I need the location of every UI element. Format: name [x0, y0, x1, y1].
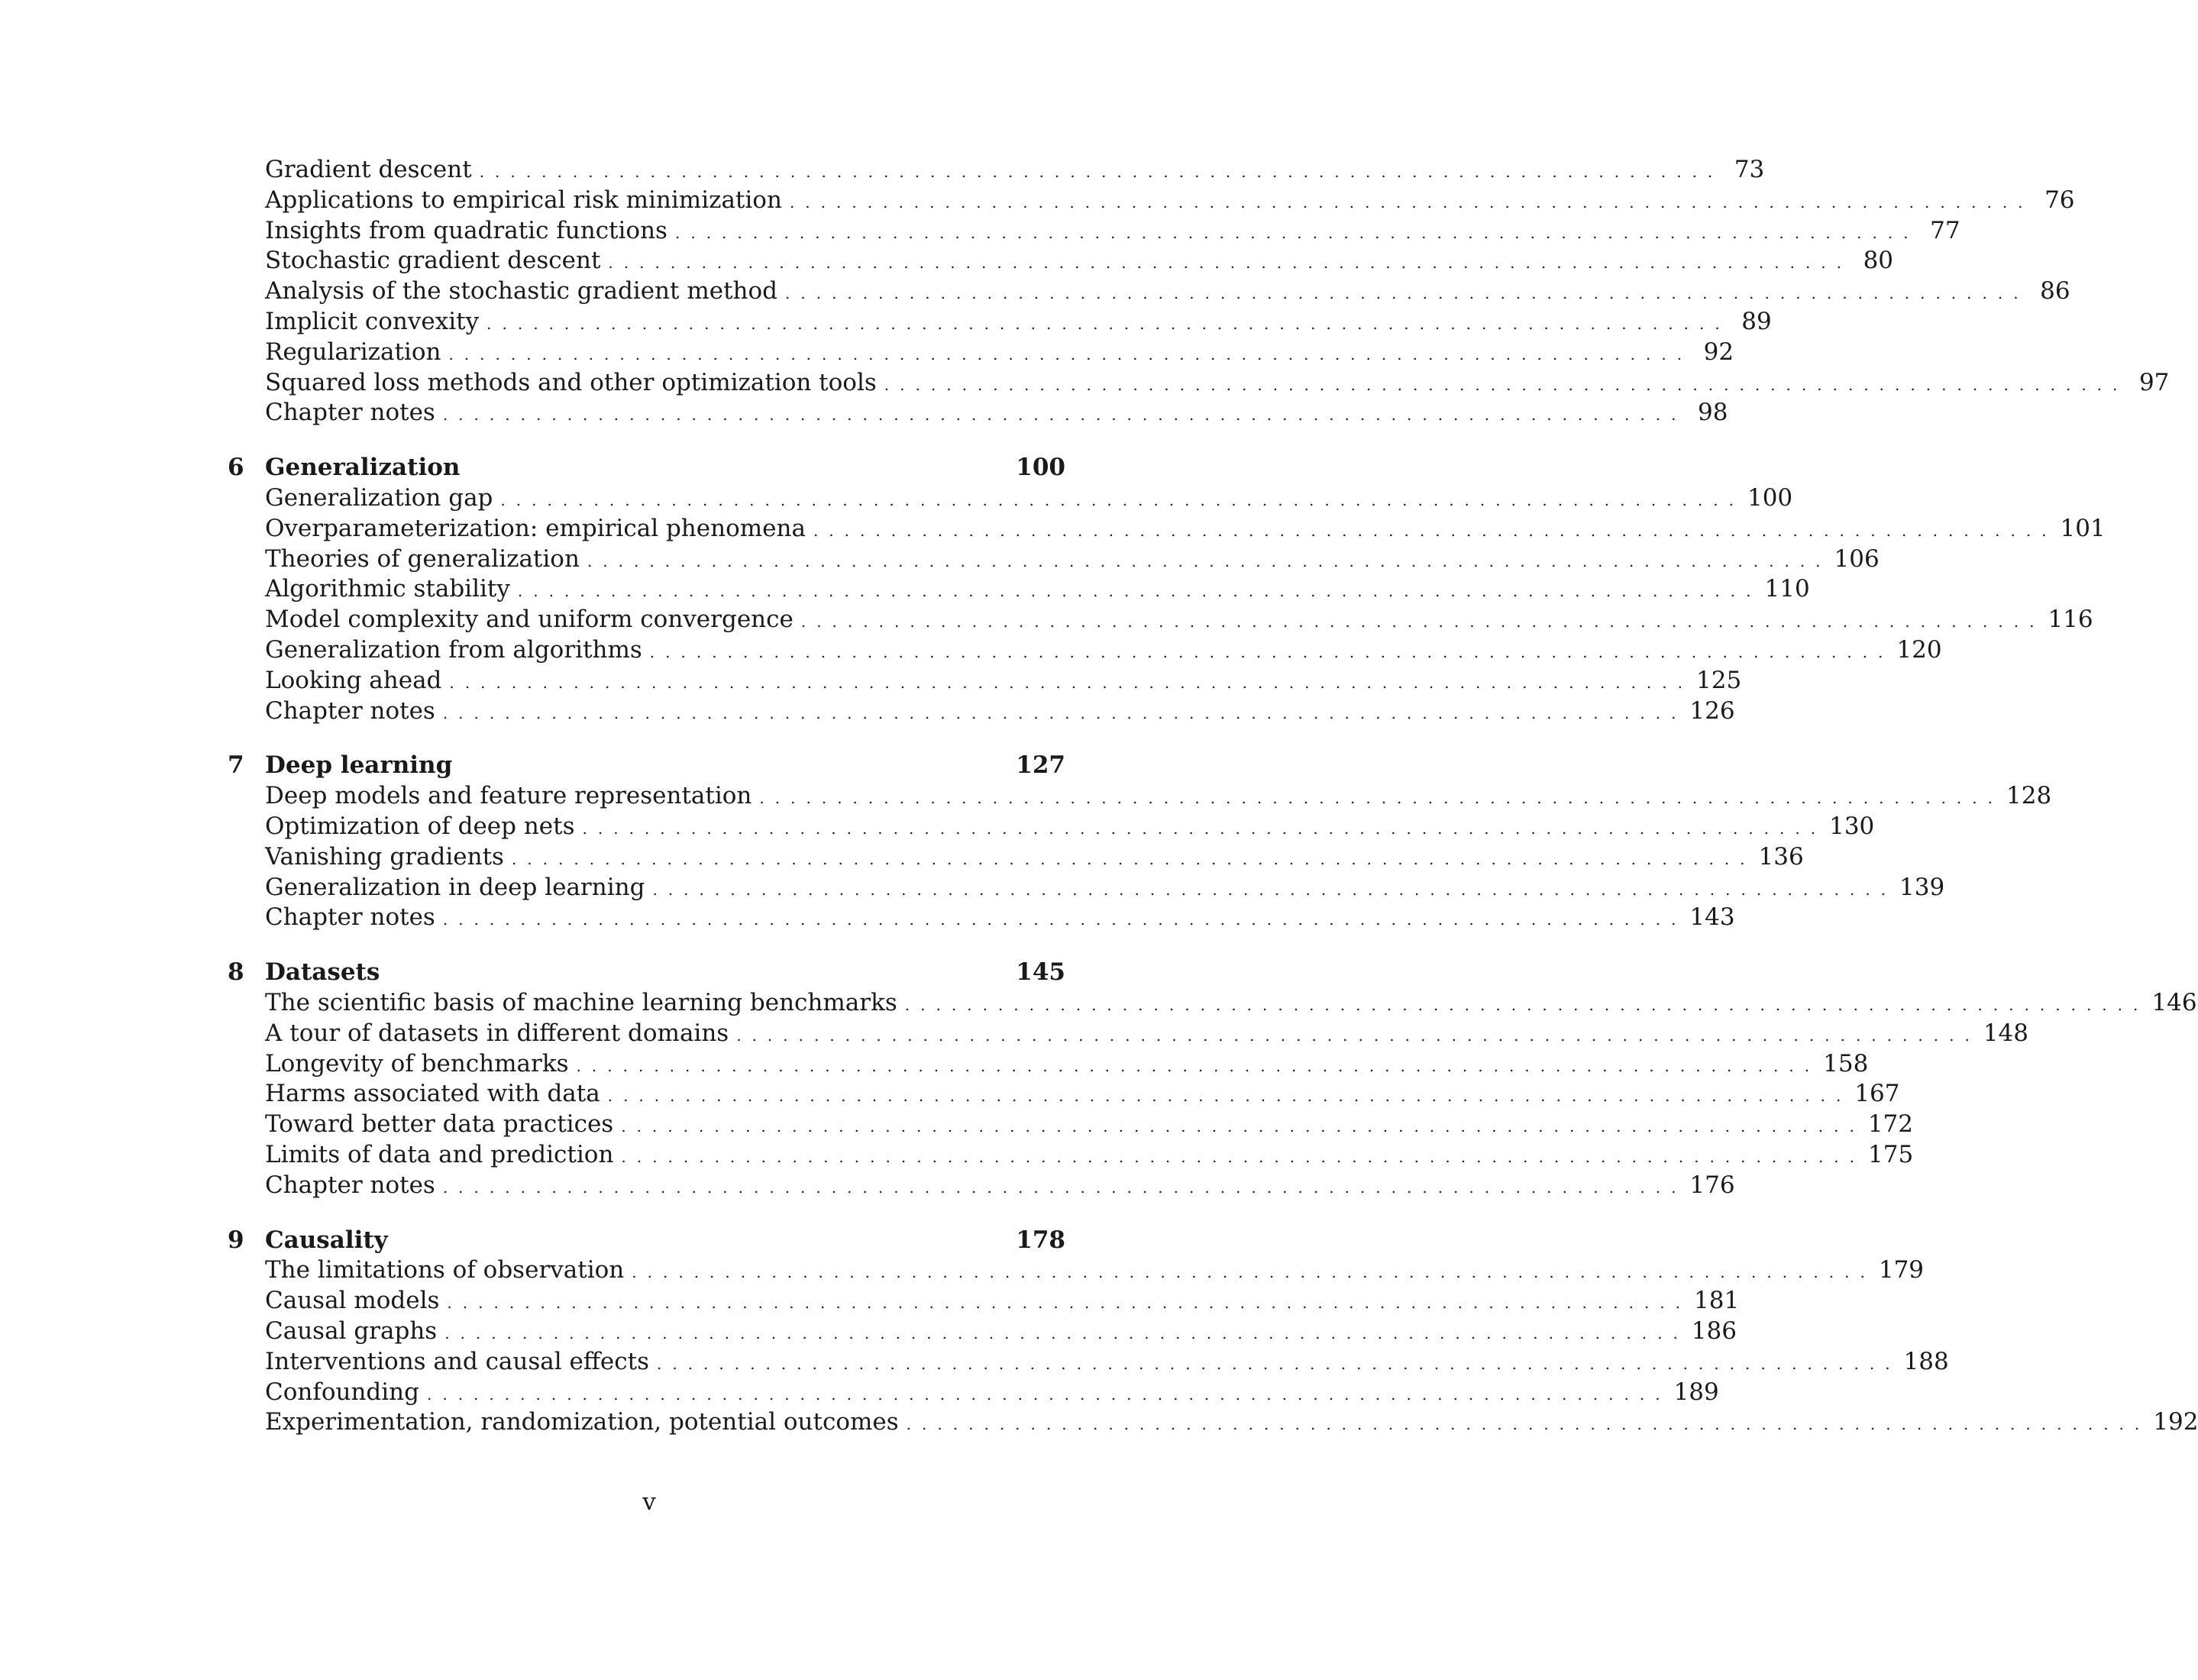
toc-section-entry[interactable] [265, 1107, 1913, 1141]
toc-entry-title: Interventions and causal effects [265, 1348, 649, 1375]
toc-entry-title: Confounding [265, 1378, 419, 1406]
toc-entry-page: 101 [2060, 515, 2106, 542]
toc-entry-title: Toward better data practices [265, 1110, 614, 1138]
dot-leader: ................................................................................ [517, 582, 1762, 600]
toc-entry-title: A tour of datasets in different domains [265, 1019, 729, 1047]
toc-entry-title: The scientific basis of machine learning benchmarks [265, 989, 897, 1016]
toc-section-entry[interactable] [265, 274, 2070, 308]
toc-entry-page: 176 [1689, 1171, 1735, 1199]
toc-entry-title: Looking ahead [265, 667, 442, 694]
dot-leader: ................................................................................ [656, 1355, 1901, 1373]
toc-chapter-number: 7 [228, 751, 244, 779]
toc-entry-page: 97 [2138, 369, 2170, 396]
dot-leader: ................................................................................ [442, 910, 1687, 929]
toc-entry-title: Algorithmic stability [265, 575, 510, 603]
toc-entry-title: Causality [265, 1226, 388, 1254]
toc-entry-title: Regularization [265, 338, 441, 366]
toc-section-entry[interactable] [265, 512, 2106, 545]
toc-entry-page: 73 [1734, 156, 1765, 183]
toc-entry-page: 100 [1016, 454, 1065, 481]
toc-section-entry[interactable] [265, 1077, 1900, 1110]
toc-entry-page: 181 [1694, 1287, 1740, 1314]
toc-entry-page: 146 [2151, 989, 2197, 1016]
toc-entry-title: Model complexity and uniform convergence [265, 606, 794, 633]
dot-leader: ................................................................................ [576, 1057, 1821, 1075]
dot-leader: ................................................................................ [736, 1026, 1980, 1045]
toc-section-entry[interactable] [265, 1168, 1735, 1202]
toc-section-entry[interactable] [265, 871, 1945, 904]
toc-section-entry[interactable] [265, 1253, 1925, 1287]
dot-leader: ................................................................................ [444, 1324, 1689, 1342]
toc-section-entry[interactable] [265, 840, 1804, 874]
toc-entry-page: 158 [1823, 1050, 1869, 1077]
toc-entry-title: Harms associated with data [265, 1080, 600, 1107]
toc-chapter-entry[interactable] [228, 1223, 1065, 1257]
toc-section-entry[interactable] [265, 153, 1765, 186]
toc-entry-page: 188 [1903, 1348, 1949, 1375]
toc-entry-page: 127 [1016, 751, 1065, 779]
toc-entry-title: The limitations of observation [265, 1256, 625, 1284]
toc-entry-title: Chapter notes [265, 697, 435, 725]
toc-section-entry[interactable] [265, 396, 1728, 429]
dot-leader: ................................................................................ [649, 643, 1894, 661]
toc-entry-page: 77 [1930, 217, 1960, 244]
toc-entry-page: 98 [1697, 399, 1728, 426]
toc-entry-page: 76 [2044, 186, 2075, 214]
toc-entry-title: Optimization of deep nets [265, 813, 575, 840]
dot-leader: ................................................................................ [587, 552, 1831, 570]
toc-entry-title: Causal graphs [265, 1317, 438, 1345]
toc-section-entry[interactable] [265, 1314, 1737, 1348]
dot-leader: ................................................................................ [486, 315, 1731, 333]
toc-entry-page: 145 [1016, 958, 1065, 986]
toc-section-entry[interactable] [265, 305, 1772, 338]
toc-chapter-entry[interactable] [228, 748, 1065, 782]
toc-entry-page: 80 [1863, 247, 1894, 274]
toc-entry-title: Stochastic gradient descent [265, 247, 601, 274]
toc-chapter-entry[interactable] [228, 451, 1065, 484]
toc-entry-title: Theories of generalization [265, 545, 580, 573]
toc-section-entry[interactable] [265, 633, 1942, 667]
toc-entry-page: 143 [1689, 903, 1735, 931]
toc-entry-page: 128 [2006, 782, 2052, 809]
toc-section-entry[interactable] [265, 1138, 1914, 1171]
toc-section-entry[interactable] [265, 900, 1735, 934]
toc-entry-page: 178 [1016, 1226, 1065, 1254]
toc-entry-title: Applications to empirical risk minimization [265, 186, 782, 214]
toc-entry-page: 179 [1878, 1256, 1925, 1284]
dot-leader: ................................................................................ [511, 850, 1756, 868]
toc-entry-page: 86 [2040, 277, 2070, 305]
dot-leader: ................................................................................ [500, 491, 1744, 509]
dot-leader: ................................................................................ [800, 612, 2045, 631]
dot-leader: ................................................................................ [448, 345, 1693, 363]
dot-leader: ................................................................................ [632, 1263, 1876, 1281]
toc-entry-title: Implicit convexity [265, 308, 480, 335]
dot-leader: ................................................................................ [479, 163, 1724, 181]
toc-chapter-number: 8 [228, 958, 244, 986]
dot-leader: ................................................................................ [621, 1117, 1865, 1136]
toc-entry-page: 120 [1896, 636, 1942, 664]
dot-leader: ................................................................................ [621, 1148, 1866, 1166]
toc-chapter-number: 6 [228, 454, 244, 481]
toc-entry-title: Chapter notes [265, 903, 435, 931]
toc-entry-title: Chapter notes [265, 1171, 435, 1199]
toc-section-entry[interactable] [265, 694, 1735, 728]
toc-entry-title: Deep learning [265, 751, 453, 779]
toc-section-entry[interactable] [265, 809, 1875, 843]
toc-entry-page: 136 [1758, 843, 1804, 871]
dot-leader: ................................................................................ [442, 405, 1687, 424]
dot-leader: ................................................................................ [813, 522, 2057, 540]
toc-entry-title: Analysis of the stochastic gradient method [265, 277, 777, 305]
toc-entry-page: 92 [1703, 338, 1734, 366]
dot-leader: ................................................................................ [906, 1415, 2151, 1433]
toc-entry-page: 116 [2048, 606, 2093, 633]
toc-section-entry[interactable] [265, 542, 1880, 576]
toc-section-entry[interactable] [265, 183, 2075, 217]
toc-section-entry[interactable] [265, 244, 1894, 277]
dot-leader: ................................................................................ [785, 284, 2029, 302]
toc-chapter-number: 9 [228, 1226, 244, 1254]
dot-leader: ................................................................................ [426, 1385, 1671, 1404]
toc-entry-page: 126 [1689, 697, 1735, 725]
dot-leader: ................................................................................ [884, 376, 2129, 394]
toc-entry-title: Limits of data and prediction [265, 1141, 614, 1168]
toc-section-entry[interactable] [265, 366, 2170, 399]
toc-entry-title: Longevity of benchmarks [265, 1050, 569, 1077]
toc-entry-title: Vanishing gradients [265, 843, 504, 871]
dot-leader: ................................................................................ [449, 674, 1693, 692]
dot-leader: ................................................................................ [904, 996, 2149, 1014]
toc-entry-page: 148 [1983, 1019, 2028, 1047]
toc-section-entry[interactable] [265, 779, 2052, 813]
toc-entry-page: 175 [1868, 1141, 1914, 1168]
toc-entry-page: 189 [1673, 1378, 1719, 1406]
toc-entry-title: Experimentation, randomization, potential outcomes [265, 1408, 899, 1436]
toc-entry-page: 139 [1899, 874, 1945, 901]
toc-section-entry[interactable] [265, 1375, 1719, 1409]
toc-entry-title: Generalization [265, 454, 461, 481]
toc-entry-page: 100 [1747, 484, 1793, 512]
page-number-folio: v [642, 1488, 656, 1516]
toc-entry-page: 130 [1829, 813, 1875, 840]
dot-leader: ................................................................................ [607, 1087, 1852, 1105]
toc-entry-page: 186 [1691, 1317, 1737, 1345]
toc-entry-page: 192 [2153, 1408, 2198, 1436]
dot-leader: ................................................................................ [789, 193, 2034, 212]
toc-section-entry[interactable] [265, 1284, 1740, 1317]
toc-entry-title: Overparameterization: empirical phenomena [265, 515, 806, 542]
dot-leader: ................................................................................ [652, 880, 1897, 899]
toc-entry-title: Deep models and feature representation [265, 782, 752, 809]
toc-entry-title: Datasets [265, 958, 380, 986]
toc-section-entry[interactable] [265, 603, 2093, 636]
toc-section-entry[interactable] [265, 1016, 2028, 1050]
toc-entry-title: Squared loss methods and other optimization tools [265, 369, 877, 396]
toc-entry-title: Generalization in deep learning [265, 874, 645, 901]
toc-entry-page: 89 [1741, 308, 1772, 335]
toc-entry-page: 125 [1696, 667, 1742, 694]
dot-leader: ................................................................................ [759, 789, 2003, 807]
toc-section-entry[interactable] [265, 1405, 2198, 1439]
toc-entry-page: 110 [1764, 575, 1810, 603]
toc-section-entry[interactable] [265, 1345, 1949, 1378]
toc-entry-page: 167 [1854, 1080, 1900, 1107]
dot-leader: ................................................................................ [442, 704, 1687, 722]
toc-section-entry[interactable] [265, 986, 2197, 1019]
toc-entry-title: Generalization gap [265, 484, 493, 512]
toc-entry-title: Causal models [265, 1287, 440, 1314]
toc-entry-page: 172 [1867, 1110, 1913, 1138]
dot-leader: ................................................................................ [674, 224, 1919, 242]
dot-leader: ................................................................................ [442, 1178, 1687, 1197]
toc-entry-title: Insights from quadratic functions [265, 217, 667, 244]
dot-leader: ................................................................................ [447, 1294, 1691, 1312]
dot-leader: ................................................................................ [608, 254, 1853, 272]
dot-leader: ................................................................................ [582, 819, 1827, 838]
toc-entry-title: Gradient descent [265, 156, 472, 183]
toc-entry-title: Generalization from algorithms [265, 636, 642, 664]
toc-section-entry[interactable] [265, 481, 1793, 515]
toc-entry-page: 106 [1834, 545, 1880, 573]
toc-section-entry[interactable] [265, 1047, 1869, 1081]
toc-section-entry[interactable] [265, 335, 1734, 369]
toc-section-entry[interactable] [265, 214, 1960, 247]
toc-section-entry[interactable] [265, 664, 1742, 697]
toc-section-entry[interactable] [265, 572, 1810, 606]
toc-entry-title: Chapter notes [265, 399, 435, 426]
toc-chapter-entry[interactable] [228, 955, 1065, 989]
